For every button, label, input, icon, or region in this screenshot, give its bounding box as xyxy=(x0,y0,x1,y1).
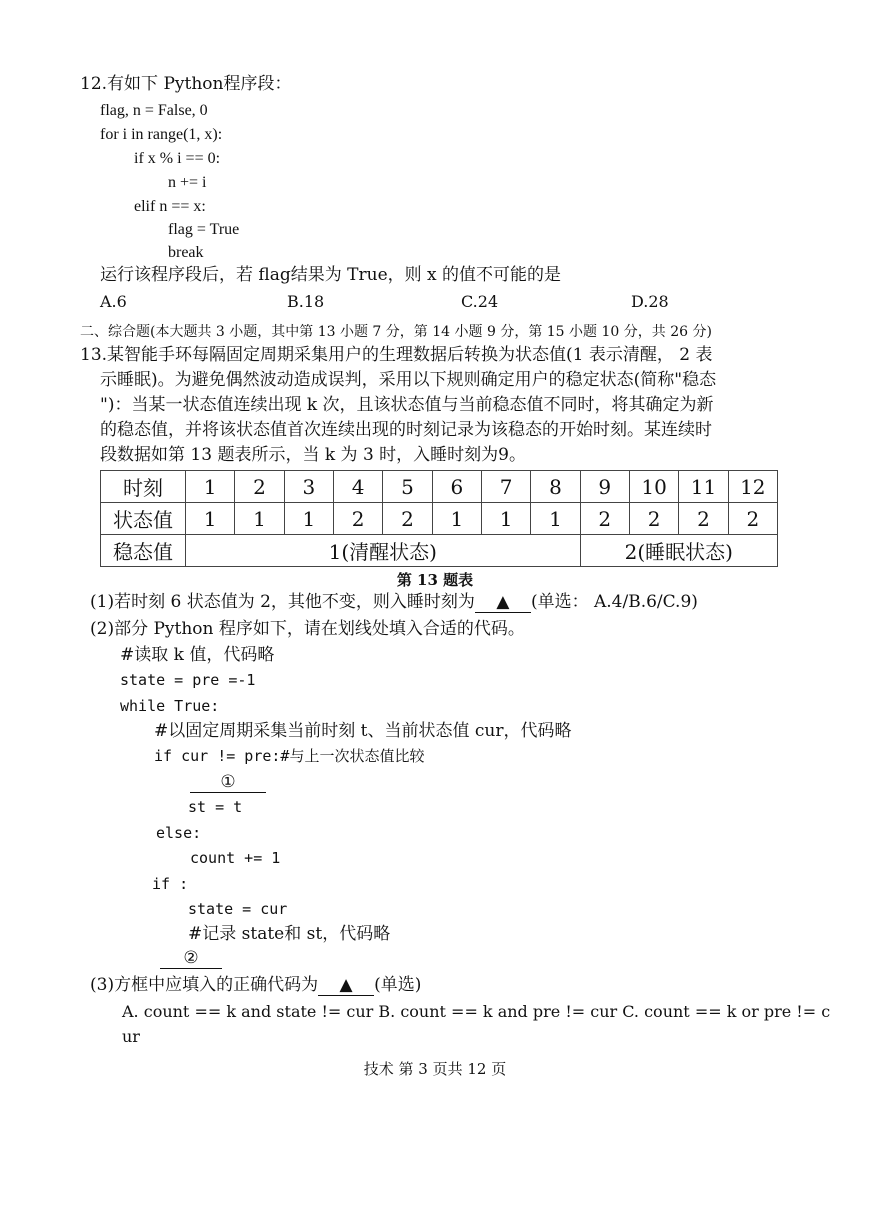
time-cell: 12 xyxy=(728,471,777,503)
q12-title: 12.有如下 Python程序段： xyxy=(80,74,292,94)
state-cell: 2 xyxy=(383,503,432,535)
blank-marker-2: ② xyxy=(160,948,222,969)
state-cell: 1 xyxy=(531,503,580,535)
q12-code-line: break xyxy=(168,244,204,261)
state-cell: 2 xyxy=(333,503,382,535)
time-cell: 7 xyxy=(481,471,530,503)
time-cell: 4 xyxy=(333,471,382,503)
code-blank-1[interactable] xyxy=(190,772,266,793)
row-label-time: 时刻 xyxy=(101,471,186,503)
time-cell: 3 xyxy=(284,471,333,503)
state-cell: 1 xyxy=(186,503,235,535)
q13-sub2: (2)部分 Python 程序如下，请在划线处填入合适的代码。 xyxy=(90,619,525,639)
q12-option-c: C.24 xyxy=(461,292,499,311)
q12-question: 运行该程序段后，若 flag结果为 True，则 x 的值不可能的是 xyxy=(100,265,562,285)
q12-code-line: n += i xyxy=(168,174,207,191)
q13-intro-line: 段数据如第 13 题表所示，当 k 为 3 时，入睡时刻为9。 xyxy=(100,445,526,465)
q12-code-line: flag = True xyxy=(168,221,240,238)
state-cell: 2 xyxy=(629,503,678,535)
stable-awake-cell: 1(清醒状态) xyxy=(186,535,581,567)
triangle-icon: ▲ xyxy=(496,592,510,612)
state-cell: 2 xyxy=(580,503,629,535)
page-footer: 技术 第 3 页共 12 页 xyxy=(363,1060,507,1078)
code-line: state = cur xyxy=(188,900,288,918)
state-cell: 2 xyxy=(679,503,728,535)
time-cell: 5 xyxy=(383,471,432,503)
code-line: st = t xyxy=(188,798,243,816)
state-cell: 1 xyxy=(284,503,333,535)
q13-sub3-suffix: (单选) xyxy=(374,975,422,995)
table-row-state xyxy=(101,503,778,535)
q12-code-line: elif n == x: xyxy=(134,198,206,215)
q12-option-b: B.18 xyxy=(287,292,325,311)
time-cell: 2 xyxy=(235,471,284,503)
q13-intro-line: ")：当某一状态值连续出现 k 次，且该状态值与当前稳态值不同时，将其确定为新 xyxy=(100,395,714,415)
table-row-stable xyxy=(101,535,778,567)
row-label-stable: 稳态值 xyxy=(101,535,186,567)
q13-intro-line: 示睡眠)。为避免偶然波动造成误判，采用以下规则确定用户的稳定状态(简称"稳态 xyxy=(100,370,717,390)
code-comment: #记录 state和 st，代码略 xyxy=(188,924,391,944)
answer-blank-3[interactable] xyxy=(318,975,374,996)
row-label-state: 状态值 xyxy=(101,503,186,535)
code-line: if cur != pre:#与上一次状态值比较 xyxy=(154,747,425,765)
q13-sub1 xyxy=(90,592,698,613)
code-comment: #读取 k 值，代码略 xyxy=(120,645,275,665)
q13-intro-line: 的稳态值，并将该状态值首次连续出现的时刻记录为该稳态的开始时刻。某连续时 xyxy=(100,420,712,440)
q12-code-line: if x % i == 0: xyxy=(134,150,221,167)
code-line: else: xyxy=(156,824,202,842)
time-cell: 10 xyxy=(629,471,678,503)
q13-sub3-text: (3)方框中应填入的正确代码为 xyxy=(90,975,319,995)
code-line: count += 1 xyxy=(190,849,281,867)
time-cell: 8 xyxy=(531,471,580,503)
q13-sub1-text: (1)若时刻 6 状态值为 2，其他不变，则入睡时刻为 xyxy=(90,592,475,612)
time-cell: 9 xyxy=(580,471,629,503)
blank-marker-1: ① xyxy=(190,772,266,793)
code-blank-2[interactable] xyxy=(160,948,222,969)
q13-sub3-options-wrap: ur xyxy=(122,1027,140,1046)
time-cell: 1 xyxy=(186,471,235,503)
state-cell: 1 xyxy=(432,503,481,535)
q13-sub3 xyxy=(90,975,421,996)
table-row-time xyxy=(101,471,778,503)
code-line: while True: xyxy=(120,697,220,715)
q12-option-a: A.6 xyxy=(100,292,127,311)
triangle-icon: ▲ xyxy=(339,975,353,995)
state-cell: 1 xyxy=(481,503,530,535)
code-line: state = pre =-1 xyxy=(120,671,256,689)
answer-blank-1[interactable] xyxy=(475,592,531,613)
q13-sub3-options: A. count == k and state != cur B. count == k and pre != cur C. count == k or pre != c xyxy=(122,1002,831,1021)
q13-intro-line: 13.某智能手环每隔固定周期采集用户的生理数据后转换为状态值(1 表示清醒， 2 表 xyxy=(80,345,713,365)
q12-code-line: flag, n = False, 0 xyxy=(100,102,208,119)
code-comment: #以固定周期采集当前时刻 t、当前状态值 cur，代码略 xyxy=(154,721,572,741)
state-cell: 2 xyxy=(728,503,777,535)
q13-sub1-options: (单选： A.4/B.6/C.9) xyxy=(530,592,698,612)
stable-sleep-cell: 2(睡眠状态) xyxy=(580,535,777,567)
q13-table xyxy=(100,470,778,567)
table-caption: 第 13 题表 xyxy=(396,571,474,589)
section-2-header: 二、综合题(本大题共 3 小题，其中第 13 小题 7 分，第 14 小题 9 分，第 15 小题 10 分，共 26 分) xyxy=(80,324,712,340)
q12-code-line: for i in range(1, x): xyxy=(100,126,223,143)
q12-option-d: D.28 xyxy=(631,292,669,311)
time-cell: 6 xyxy=(432,471,481,503)
time-cell: 11 xyxy=(679,471,728,503)
state-cell: 1 xyxy=(235,503,284,535)
code-line-if-box: if : xyxy=(152,875,189,893)
